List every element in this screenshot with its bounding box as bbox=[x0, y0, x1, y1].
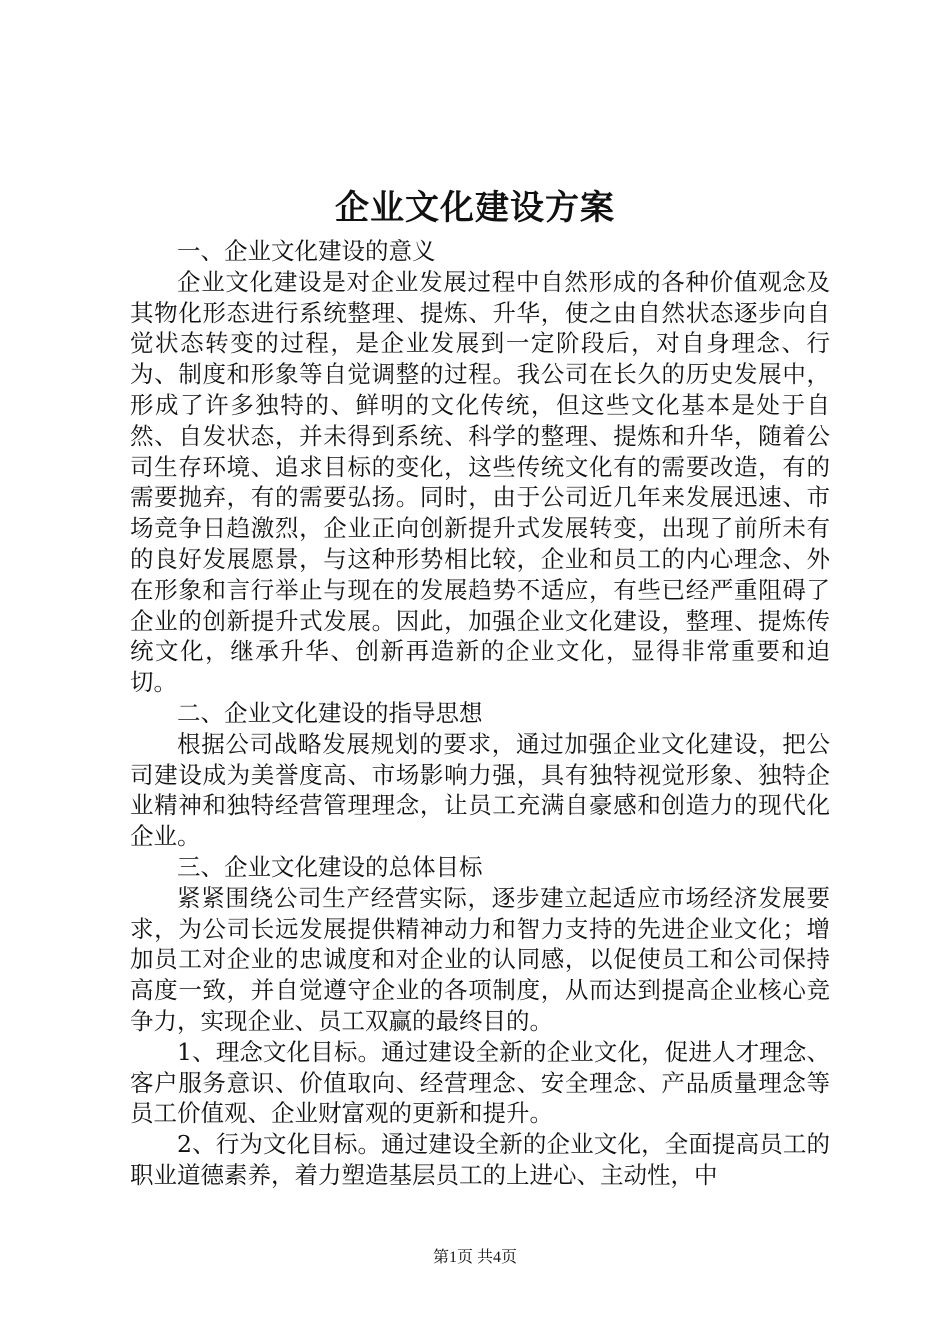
document-body bbox=[130, 236, 830, 1191]
paragraph-significance: 企业文化建设是对企业发展过程中自然形成的各种价值观念及其物化形态进行系统整理、提炼、升华，使之由自然状态逐步向自觉状态转变的过程，是企业发展到一定阶段后，对自身理念、行为、制度和形象等自觉调整的过程。我公司在长久的历史发展中，形成了许多独特的、鲜明的文化传统，但这些文化基本是处于自然、自发状态，并未得到系统、科学的整理、提炼和升华，随着公司生存环境、追求目标的变化，这些传统文化有的需要改造，有的需要抛弃，有的需要弘扬。同时，由于公司近几年来发展迅速、市场竞争日趋激烈，企业正向创新提升式发展转变，出现了前所未有的良好发展愿景，与这种形势相比较，企业和员工的内心理念、外在形象和言行举止与现在的发展趋势不适应，有些已经严重阻碍了企业的创新提升式发展。因此，加强企业文化建设，整理、提炼传统文化，继承升华、创新再造新的企业文化，显得非常重要和迫切。 bbox=[130, 267, 830, 697]
document-title: 企业文化建设方案 bbox=[335, 188, 615, 228]
section-heading-2: 二、企业文化建设的指导思想 bbox=[177, 698, 483, 727]
paragraph-behavior-culture: 2、行为文化目标。通过建设全新的企业文化，全面提高员工的职业道德素养，着力塑造基层员工的上进心、主动性，中 bbox=[130, 1130, 830, 1189]
paragraph-overall-goal: 紧紧围绕公司生产经营实际，逐步建立起适应市场经济发展要求，为公司长远发展提供精神动力和智力支持的先进企业文化；增加员工对企业的忠诚度和对企业的认同感，以促使员工和公司保持高度一致，并自觉遵守企业的各项制度，从而达到提高企业核心竞争力，实现企业、员工双赢的最终目的。 bbox=[130, 883, 830, 1035]
paragraph-guiding-ideology: 根据公司战略发展规划的要求，通过加强企业文化建设，把公司建设成为美誉度高、市场影响力强，具有独特视觉形象、独特企业精神和独特经营管理理念，让员工充满自豪感和创造力的现代化企业。 bbox=[130, 729, 830, 851]
section-heading-1: 一、企业文化建设的意义 bbox=[177, 237, 436, 265]
paragraph-concept-culture: 1、理念文化目标。通过建设全新的企业文化，促进人才理念、客户服务意识、价值取向、经营理念、安全理念、产品质量理念等员工价值观、企业财富观的更新和提升。 bbox=[130, 1037, 830, 1128]
page-number-footer: 第1页 共4页 bbox=[432, 1249, 517, 1266]
section-heading-3: 三、企业文化建设的总体目标 bbox=[177, 852, 483, 881]
